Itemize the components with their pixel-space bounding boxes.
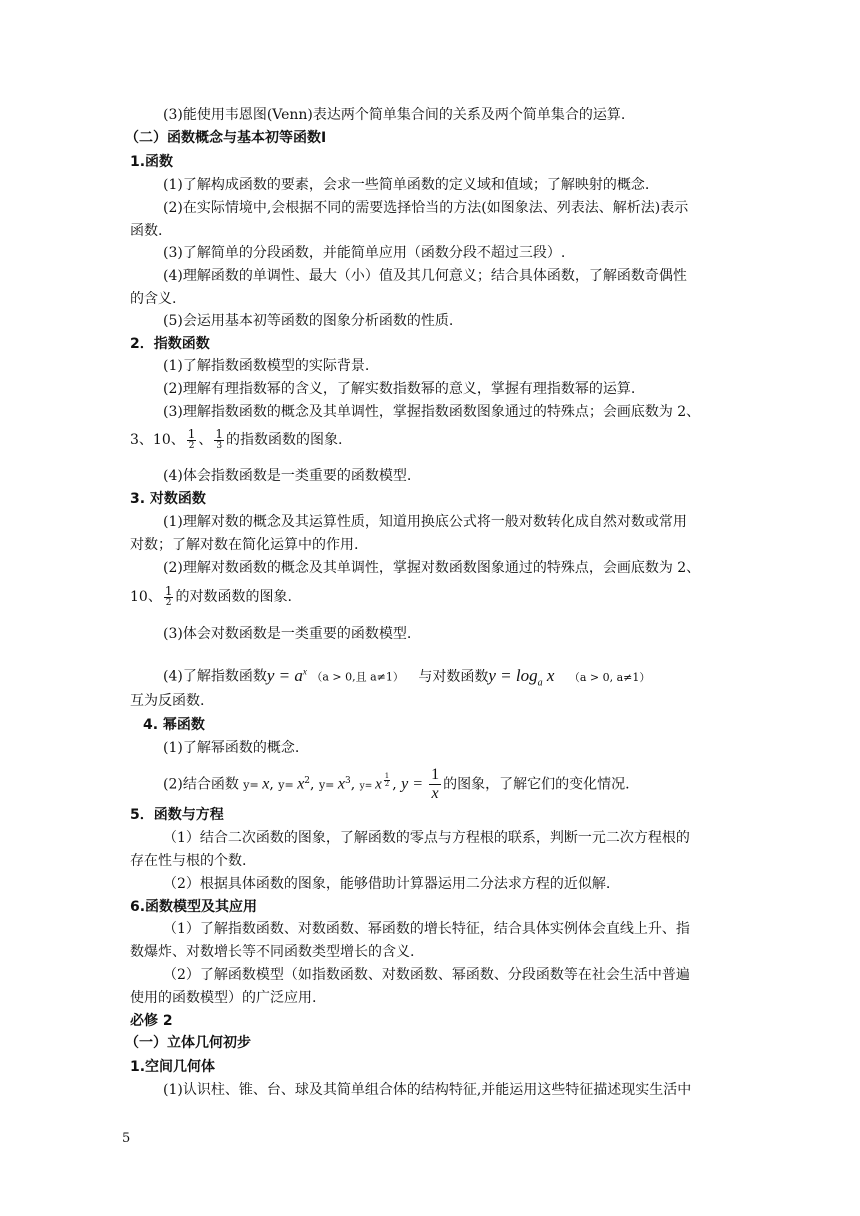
text-line: (5)会运用基本初等函数的图象分析函数的性质. xyxy=(163,313,454,329)
text-line: 使用的函数模型）的广泛应用. xyxy=(130,990,317,1006)
formula-variable: x xyxy=(297,775,305,793)
text-line: (1)了解幂函数的概念. xyxy=(163,740,300,756)
subsection-heading: 3. 对数函数 xyxy=(130,491,206,507)
text-line: (3)了解简单的分段函数，并能简单应用（函数分段不超过三段）. xyxy=(163,245,566,261)
text-segment: 的对数函数的图象. xyxy=(175,589,292,605)
separator: , xyxy=(269,776,274,793)
numerator: 1 xyxy=(187,427,196,441)
denominator: 2 xyxy=(165,598,172,608)
exponent: x xyxy=(302,666,307,676)
formula-variable: x xyxy=(542,665,555,685)
text-line: （1）结合二次函数的图象，了解函数的零点与方程根的联系，判断一元二次方程根的 xyxy=(163,830,690,846)
text-line: (1)理解对数的概念及其运算性质，知道用换底公式将一般对数转化成自然对数或常用 xyxy=(163,514,687,530)
subsection-heading: 1.函数 xyxy=(130,154,174,170)
fraction-one-third xyxy=(214,428,224,452)
text-line: (4)理解函数的单调性、最大（小）值及其几何意义；结合具体函数，了解函数奇偶性 xyxy=(163,268,687,284)
text-segment: 3、10、 xyxy=(130,432,185,448)
chapter-heading: 必修 2 xyxy=(130,1013,173,1029)
page-number: 5 xyxy=(122,1131,131,1146)
formula-variable: x xyxy=(337,775,345,793)
formula-variable: x xyxy=(262,775,270,793)
text-segment: 10、 xyxy=(130,589,162,605)
condition: （a > 0,且 a≠1） xyxy=(311,670,404,684)
text-line: 函数. xyxy=(130,223,163,239)
log-formula xyxy=(488,665,555,689)
text-segment: (2)结合函数 xyxy=(163,776,239,793)
text-line: (1)认识柱、锥、台、球及其简单组合体的结构特征,并能运用这些特征描述现实生活中 xyxy=(163,1082,692,1098)
formula-variable: x xyxy=(375,776,382,793)
text-line: (3)能使用韦恩图(Venn)表达两个简单集合间的关系及两个简单集合的运算. xyxy=(163,107,626,123)
subsection-heading: 2．指数函数 xyxy=(130,336,210,352)
text-line-with-fractions xyxy=(130,428,342,452)
subsection-heading: 5．函数与方程 xyxy=(130,807,224,823)
section-heading: （二）函数概念与基本初等函数Ⅰ xyxy=(125,130,327,146)
text-line-with-formulas xyxy=(163,766,630,803)
subsection-heading: 1.空间几何体 xyxy=(130,1059,216,1075)
text-line: 的含义. xyxy=(130,291,177,307)
exponent: 2 xyxy=(304,775,311,786)
log-base: a xyxy=(537,677,543,689)
denominator: 2 xyxy=(188,441,195,451)
text-line: (1)了解指数函数模型的实际背景. xyxy=(163,358,370,374)
reciprocal-fraction xyxy=(429,766,441,803)
fraction-one-half xyxy=(164,585,174,609)
formula-text: y= xyxy=(318,778,338,792)
formula-text: y= xyxy=(359,781,376,792)
fraction xyxy=(384,773,390,788)
formula-text: y = log xyxy=(488,665,538,685)
subsection-heading: 4. 幂函数 xyxy=(143,717,205,733)
formula-text: y= xyxy=(278,778,298,792)
denominator: 3 xyxy=(216,441,223,451)
text-line: (3)体会对数函数是一类重要的函数模型. xyxy=(163,626,412,642)
subsection-heading: 6.函数模型及其应用 xyxy=(130,899,258,915)
exponent: 3 xyxy=(344,775,351,786)
text-line: (2)在实际情境中,会根据不同的需要选择恰当的方法(如图象法、列表法、解析法)表示 xyxy=(163,200,689,216)
text-line-with-formulas xyxy=(163,662,650,692)
text-line: (4)体会指数函数是一类重要的函数模型. xyxy=(163,468,412,484)
text-line: 数爆炸、对数增长等不同函数类型增长的含义. xyxy=(130,944,415,960)
text-line: (2)理解对数函数的概念及其单调性，掌握对数函数图象通过的特殊点，会画底数为 2、 xyxy=(163,560,701,576)
fraction-one-half xyxy=(187,428,197,452)
text-segment: 的指数函数的图象. xyxy=(226,432,343,448)
text-line: 对数；了解对数在简化运算中的作用. xyxy=(130,537,359,553)
text-line: (1)了解构成函数的要素，会求一些简单函数的定义域和值域；了解映射的概念. xyxy=(163,177,650,193)
text-line: 存在性与根的个数. xyxy=(130,853,247,869)
text-segment: 的图象，了解它们的变化情况. xyxy=(443,776,630,793)
text-segment: 与对数函数 xyxy=(418,668,489,685)
text-line: （2）了解函数模型（如指数函数、对数函数、幂函数、分段函数等在社会生活中普遍 xyxy=(163,967,690,983)
formula-text: y= xyxy=(243,778,263,792)
numerator: 1 xyxy=(215,427,224,441)
text-line: （1）了解指数函数、对数函数、幂函数的增长特征，结合具体实例体会直线上升、指 xyxy=(163,921,690,937)
section-heading: （一）立体几何初步 xyxy=(125,1035,251,1051)
text-line: (3)理解指数函数的概念及其单调性，掌握指数函数图象通过的特殊点；会画底数为 2、 xyxy=(163,404,701,420)
text-segment: (4)了解指数函数 xyxy=(163,668,267,685)
numerator: 1 xyxy=(431,766,440,783)
text-line: （2）根据具体函数的图象，能够借助计算器运用二分法求方程的近似解. xyxy=(163,876,611,892)
denominator: x xyxy=(431,785,439,802)
text-line: (2)理解有理指数幂的含义，了解实数指数幂的意义，掌握有理指数幂的运算. xyxy=(163,381,636,397)
text-line-with-fraction xyxy=(130,585,292,609)
separator: , xyxy=(392,776,397,793)
text-segment: 、 xyxy=(198,432,213,448)
numerator: 1 xyxy=(384,771,390,780)
separator: , xyxy=(350,776,356,793)
text-line: 互为反函数. xyxy=(130,693,205,709)
numerator: 1 xyxy=(164,584,173,598)
formula-text: y = a xyxy=(266,665,303,685)
exponential-formula xyxy=(267,666,307,685)
denominator: 2 xyxy=(384,779,390,788)
separator: , xyxy=(310,776,315,793)
formula-text: y = xyxy=(401,775,428,793)
fractional-exponent xyxy=(382,771,392,788)
condition: （a > 0, a≠1） xyxy=(568,670,651,684)
